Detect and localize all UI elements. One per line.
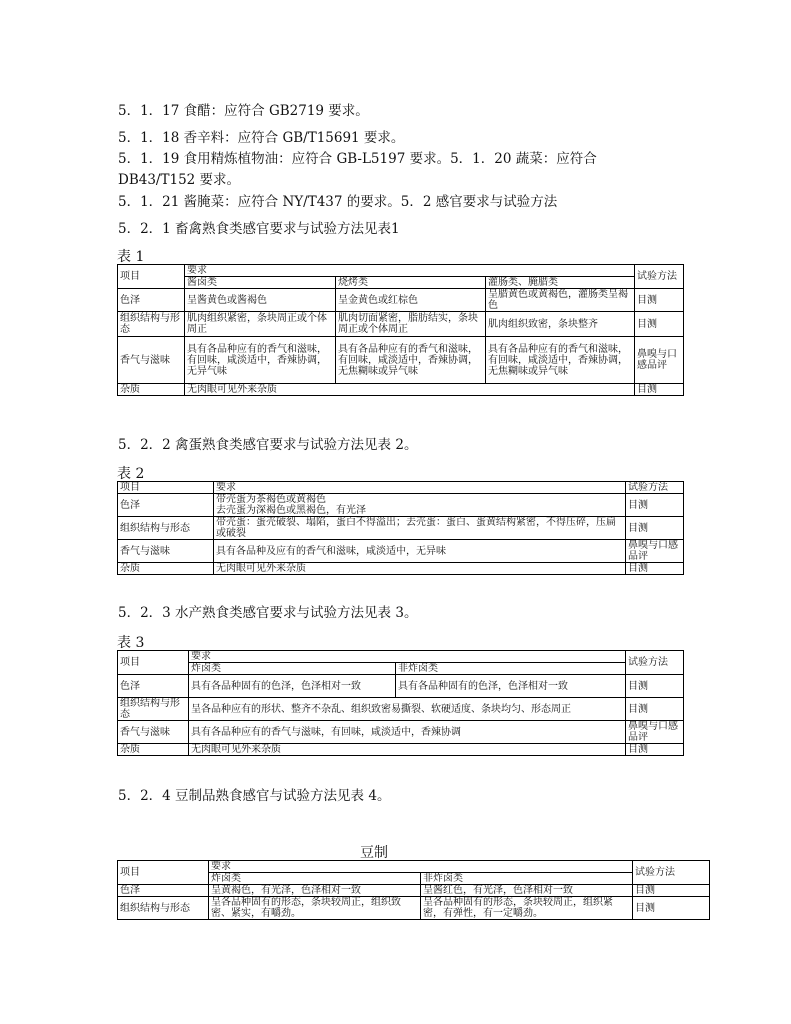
t3-r1-item: 组织结构与形态 <box>118 698 189 721</box>
t1-c1: 酱卤类 <box>185 277 336 289</box>
t4-h-method: 试验方法 <box>633 861 710 885</box>
t1-r0-m: 目测 <box>635 289 684 312</box>
para-5-1-21: 5．1．21 酱腌菜：应符合 NY/T437 的要求。5．2 感官要求与试验方法 <box>118 194 558 210</box>
t3-c2: 非炸卤类 <box>396 663 626 675</box>
t3-r0-a: 具有各品种固有的色泽，色泽相对一致 <box>189 675 396 698</box>
t1-r2-a: 具有各品种应有的香气和滋味，有回味，咸淡适中，香辣协调，无异气味 <box>185 337 336 384</box>
t2-r0-req: 带壳蛋为茶褐色或黄褐色 去壳蛋为深褐色或黑褐色，有光泽 <box>214 494 626 517</box>
table-3 <box>117 650 684 756</box>
t1-r2-c: 具有各品种应有的香气和滋味，有回味，咸淡适中，香辣协调，无焦糊味或异气味 <box>486 337 635 384</box>
t2-r1-m: 目测 <box>626 517 684 540</box>
t4-r1-a: 呈各品种固有的形态，条块较周正，组织致密、紧实，有嚼劲。 <box>209 897 421 920</box>
t1-r2-item: 香气与滋味 <box>118 337 185 384</box>
t4-c1: 炸卤类 <box>209 873 421 885</box>
t4-r0-m: 目测 <box>633 885 710 897</box>
t3-r2-req: 具有各品种应有的香气与滋味，有回味，咸淡适中，香辣协调 <box>189 721 626 744</box>
t3-r2-m: 鼻嗅与口感品评 <box>626 721 684 744</box>
para-5-1-17: 5．1．17 食醋：应符合 GB2719 要求。 <box>118 103 369 119</box>
t2-r1-req: 带壳蛋：蛋壳破裂、塌陷，蛋白不得溢出；去壳蛋：蛋白、蛋黄结构紧密，不得压碎，压扁或破裂 <box>214 517 626 540</box>
t3-r0-m: 目测 <box>626 675 684 698</box>
t4-c2: 非炸卤类 <box>421 873 633 885</box>
t3-r0-b: 具有各品种固有的色泽，色泽相对一致 <box>396 675 626 698</box>
t1-r3-m: 目测 <box>635 384 684 396</box>
t4-r1-item: 组织结构与形态 <box>118 897 209 920</box>
table4-caption: 豆制 <box>360 845 388 861</box>
t1-r1-item: 组织结构与形态 <box>118 312 185 337</box>
t4-r0-b: 呈酱红色，有光泽，色泽相对一致 <box>421 885 633 897</box>
t3-h-item: 项目 <box>118 651 189 675</box>
table-1 <box>117 264 684 396</box>
t1-r2-b: 具有各品种应有的香气和滋味，有回味，咸淡适中，香辣协调，无焦糊味或异气味 <box>336 337 486 384</box>
t4-r0-a: 呈黄褐色，有光泽，色泽相对一致 <box>209 885 421 897</box>
t1-r3-a: 无肉眼可见外来杂质 <box>185 384 635 396</box>
para-5-2-2: 5．2．2 禽蛋熟食类感官要求与试验方法见表 2。 <box>118 437 418 453</box>
t3-c1: 炸卤类 <box>189 663 396 675</box>
t1-h-item: 项目 <box>118 265 185 289</box>
t3-r3-item: 杂质 <box>118 744 189 756</box>
t1-c2: 烧烤类 <box>336 277 486 289</box>
t1-r1-b: 肌肉切面紧密，脂肪结实，条块周正或个体周正 <box>336 312 486 337</box>
para-5-1-18: 5．1．18 香辛料：应符合 GB/T15691 要求。 <box>118 130 405 146</box>
t2-r3-m: 目测 <box>626 563 684 575</box>
table1-label: 表 1 <box>117 249 145 265</box>
t1-r1-m: 目测 <box>635 312 684 337</box>
t1-h-method: 试验方法 <box>635 265 684 289</box>
para-5-2-1: 5．2．1 畜禽熟食类感官要求与试验方法见表1 <box>118 221 400 237</box>
t1-r0-c: 呈腊黄色或黄褐色，灌肠类呈褐色 <box>486 289 635 312</box>
para-5-1-19: 5．1．19 食用精炼植物油：应符合 GB-L5197 要求。5．1．20 蔬菜：应符合 <box>118 151 597 167</box>
t2-h-req: 要求 <box>214 482 626 494</box>
table3-label: 表 3 <box>117 635 145 651</box>
t1-h-req: 要求 <box>185 265 635 277</box>
t1-c3: 灌肠类、腌腊类 <box>486 277 635 289</box>
t4-r1-b: 呈各品种固有的形态，条块较周正，组织紧密，有弹性，有一定嚼劲。 <box>421 897 633 920</box>
t2-r2-m: 鼻嗅与口感品评 <box>626 540 684 563</box>
t2-r1-item: 组织结构与形态 <box>118 517 214 540</box>
table-2 <box>117 481 684 575</box>
para-5-2-3: 5．2．3 水产熟食类感官要求与试验方法见表 3。 <box>118 605 418 621</box>
t2-h-method: 试验方法 <box>626 482 684 494</box>
t3-r1-req: 呈各品种应有的形状、整齐不杂乱、组织致密易撕裂、软硬适度、条块均匀、形态周正 <box>189 698 626 721</box>
t1-r0-item: 色泽 <box>118 289 185 312</box>
t2-r2-item: 香气与滋味 <box>118 540 214 563</box>
t2-r0-item: 色泽 <box>118 494 214 517</box>
t1-r3-item: 杂质 <box>118 384 185 396</box>
t2-r3-item: 杂质 <box>118 563 214 575</box>
t3-h-method: 试验方法 <box>626 651 684 675</box>
t1-r1-a: 肌肉组织紧密，条块周正或个体周正 <box>185 312 336 337</box>
t2-h-item: 项目 <box>118 482 214 494</box>
t1-r0-b: 呈金黄色或红棕色 <box>336 289 486 312</box>
t3-h-req: 要求 <box>189 651 626 663</box>
t3-r1-m: 目测 <box>626 698 684 721</box>
t2-r3-req: 无肉眼可见外来杂质 <box>214 563 626 575</box>
table2-label: 表 2 <box>117 466 145 482</box>
t2-r0-m: 目测 <box>626 494 684 517</box>
t3-r0-item: 色泽 <box>118 675 189 698</box>
t4-h-item: 项目 <box>118 861 209 885</box>
t3-r3-m: 目测 <box>626 744 684 756</box>
t4-r0-item: 色泽 <box>118 885 209 897</box>
para-5-2-4: 5．2．4 豆制品熟食感官与试验方法见表 4。 <box>118 788 391 804</box>
para-5-1-20-cont: DB43/T152 要求。 <box>118 172 241 188</box>
table-4 <box>117 860 710 920</box>
t2-r2-req: 具有各品种及应有的香气和滋味，咸淡适中，无异味 <box>214 540 626 563</box>
t1-r1-c: 肌肉组织致密，条块整齐 <box>486 312 635 337</box>
t1-r0-a: 呈酱黄色或酱褐色 <box>185 289 336 312</box>
t4-r1-m: 目测 <box>633 897 710 920</box>
t1-r2-m: 鼻嗅与口感品评 <box>635 337 684 384</box>
t4-h-req: 要求 <box>209 861 633 873</box>
t3-r3-req: 无肉眼可见外来杂质 <box>189 744 626 756</box>
t3-r2-item: 香气与滋味 <box>118 721 189 744</box>
